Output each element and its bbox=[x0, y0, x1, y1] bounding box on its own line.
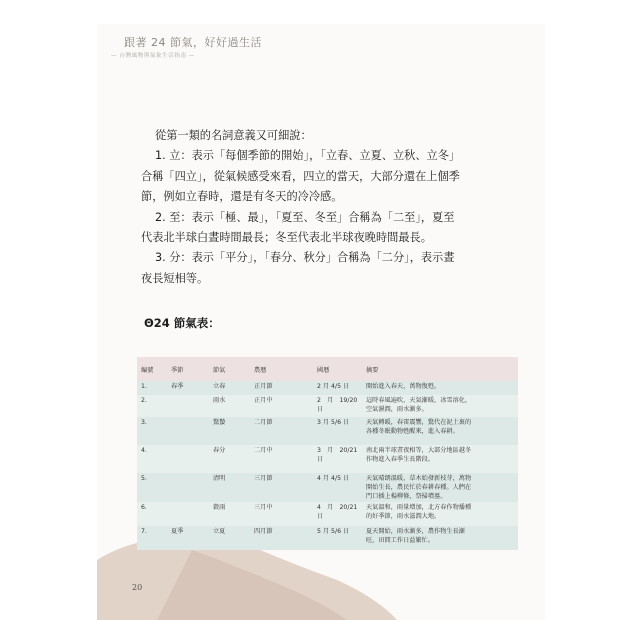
summary-line: 作物進入春季生長階段。 bbox=[366, 456, 435, 463]
cell-date: 3 月 20/21 日 bbox=[313, 445, 362, 473]
table-row bbox=[137, 502, 518, 526]
cell-number: 2. bbox=[137, 395, 167, 417]
cell-term: 立春 bbox=[209, 381, 250, 395]
cell-season bbox=[167, 445, 209, 473]
table-row bbox=[137, 526, 518, 550]
summary-line: 天氣晴朗溫暖，草木始發新枝芽，萬物 bbox=[366, 475, 472, 482]
paragraph-intro: 從第一類的名詞意義又可細說： bbox=[155, 129, 312, 142]
paragraph-li-line-3: 節，例如立春時，還是有冬天的冷冷感。 bbox=[141, 190, 343, 204]
cell-term: 穀雨 bbox=[209, 502, 250, 526]
cell-season bbox=[167, 417, 209, 445]
summary-line: 各種冬眠動物甦醒來，進入春耕。 bbox=[366, 428, 459, 435]
cell-number: 7. bbox=[137, 526, 167, 550]
running-header-title: 跟著 24 節氣，好好過生活 bbox=[124, 36, 262, 49]
cell-term: 驚蟄 bbox=[209, 417, 250, 445]
header-cell-season: 季節 bbox=[167, 357, 209, 381]
cell-date: 4 月 4/5 日 bbox=[313, 473, 362, 502]
solar-terms-table bbox=[137, 357, 518, 550]
cell-summary bbox=[362, 526, 518, 550]
table-heading: Θ24 節氣表： bbox=[144, 316, 220, 330]
page-number: 20 bbox=[132, 583, 143, 592]
cell-summary bbox=[362, 395, 518, 417]
summary-line: 的好季節，雨水滋潤大地。 bbox=[366, 513, 441, 520]
cell-lunar: 正月節 bbox=[250, 381, 313, 395]
cell-number: 3. bbox=[137, 417, 167, 445]
paragraph-fen-line-2: 夜長短相等。 bbox=[141, 271, 209, 285]
cell-lunar: 二月中 bbox=[250, 445, 313, 473]
summary-line: 夏天開始，雨水漸多，農作物生長漸 bbox=[366, 528, 465, 535]
cell-summary bbox=[362, 381, 518, 395]
cell-number: 6. bbox=[137, 502, 167, 526]
body-text bbox=[141, 126, 501, 289]
cell-date: 4 月 20/21 日 bbox=[313, 502, 362, 526]
cell-number: 5. bbox=[137, 473, 167, 502]
cell-season: 夏季 bbox=[167, 526, 209, 550]
header-cell-term: 節氣 bbox=[209, 357, 250, 381]
cell-lunar: 正月中 bbox=[250, 395, 313, 417]
cell-date: 2 月 4/5 日 bbox=[313, 381, 362, 395]
cell-lunar: 四月節 bbox=[250, 526, 313, 550]
table-header-row bbox=[137, 357, 518, 381]
cell-season: 春季 bbox=[167, 381, 209, 395]
cell-term: 雨水 bbox=[209, 395, 250, 417]
cell-date: 2 月 19/20 日 bbox=[313, 395, 362, 417]
paragraph-li-line-1: 1. 立：表示「每個季節的開始」，「立春、立夏、立秋、立冬」 bbox=[155, 149, 461, 163]
cell-lunar: 三月中 bbox=[250, 502, 313, 526]
summary-line: 空氣濕潤，雨水漸多。 bbox=[366, 406, 428, 413]
cell-summary bbox=[362, 502, 518, 526]
paragraph-zhi-line-2: 代表北半球白晝時間最長；冬至代表北半球夜晚時間最長。 bbox=[141, 231, 432, 245]
book-page bbox=[97, 24, 545, 620]
running-header-subtitle: — 台灣風物與氣象生活指南 — bbox=[111, 53, 195, 59]
paragraph-li-line-2: 合稱「四立」，從氣候感受來看，四立的當天，大部分還在上個季 bbox=[141, 169, 460, 183]
summary-line: 開始生長，農民忙於春耕春種。人們在 bbox=[366, 484, 472, 491]
summary-line: 南北兩半球晝夜相等，大部分地區越冬 bbox=[366, 447, 472, 454]
summary-line: 這時春風遍吹，天氣漸暖，冰雪溶化， bbox=[366, 397, 472, 404]
cell-date: 3 月 5/6 日 bbox=[313, 417, 362, 445]
paragraph-zhi-line-1: 2. 至：表示「極、最」，「夏至、冬至」合稱為「二至」，夏至 bbox=[155, 210, 455, 224]
cell-number: 1. bbox=[137, 381, 167, 395]
cell-term: 立夏 bbox=[209, 526, 250, 550]
corner-texture-decoration bbox=[97, 540, 545, 620]
summary-line: 門口插上楊柳條，祭掃墳墓。 bbox=[366, 493, 447, 500]
header-cell-lunar: 農曆 bbox=[250, 357, 313, 381]
cell-lunar: 三月節 bbox=[250, 473, 313, 502]
summary-line: 開始進入春天，萬物復甦。 bbox=[366, 383, 441, 390]
summary-line: 天氣轉暖，春雷震響，驚代在泥土裏的 bbox=[366, 419, 472, 426]
cell-season bbox=[167, 395, 209, 417]
table-row bbox=[137, 381, 518, 395]
header-cell-number: 編號 bbox=[137, 357, 167, 381]
summary-line: 天氣溫和，雨量增加，北方春作物播種 bbox=[366, 504, 472, 511]
summary-line: 旺，田間工作日益繁忙。 bbox=[366, 537, 435, 544]
table-row bbox=[137, 417, 518, 445]
cell-season bbox=[167, 473, 209, 502]
cell-summary bbox=[362, 445, 518, 473]
cell-summary bbox=[362, 417, 518, 445]
table-row bbox=[137, 445, 518, 473]
cell-number: 4. bbox=[137, 445, 167, 473]
cell-season bbox=[167, 502, 209, 526]
cell-term: 春分 bbox=[209, 445, 250, 473]
paragraph-fen-line-1: 3. 分：表示「平分」，「春分、秋分」合稱為「二分」，表示晝 bbox=[155, 251, 455, 265]
header-cell-summary: 摘要 bbox=[362, 357, 518, 381]
cell-lunar: 二月節 bbox=[250, 417, 313, 445]
header-cell-date: 國曆 bbox=[313, 357, 362, 381]
cell-date: 5 月 5/6 日 bbox=[313, 526, 362, 550]
table-row bbox=[137, 395, 518, 417]
cell-summary bbox=[362, 473, 518, 502]
cell-term: 清明 bbox=[209, 473, 250, 502]
table-row bbox=[137, 473, 518, 502]
